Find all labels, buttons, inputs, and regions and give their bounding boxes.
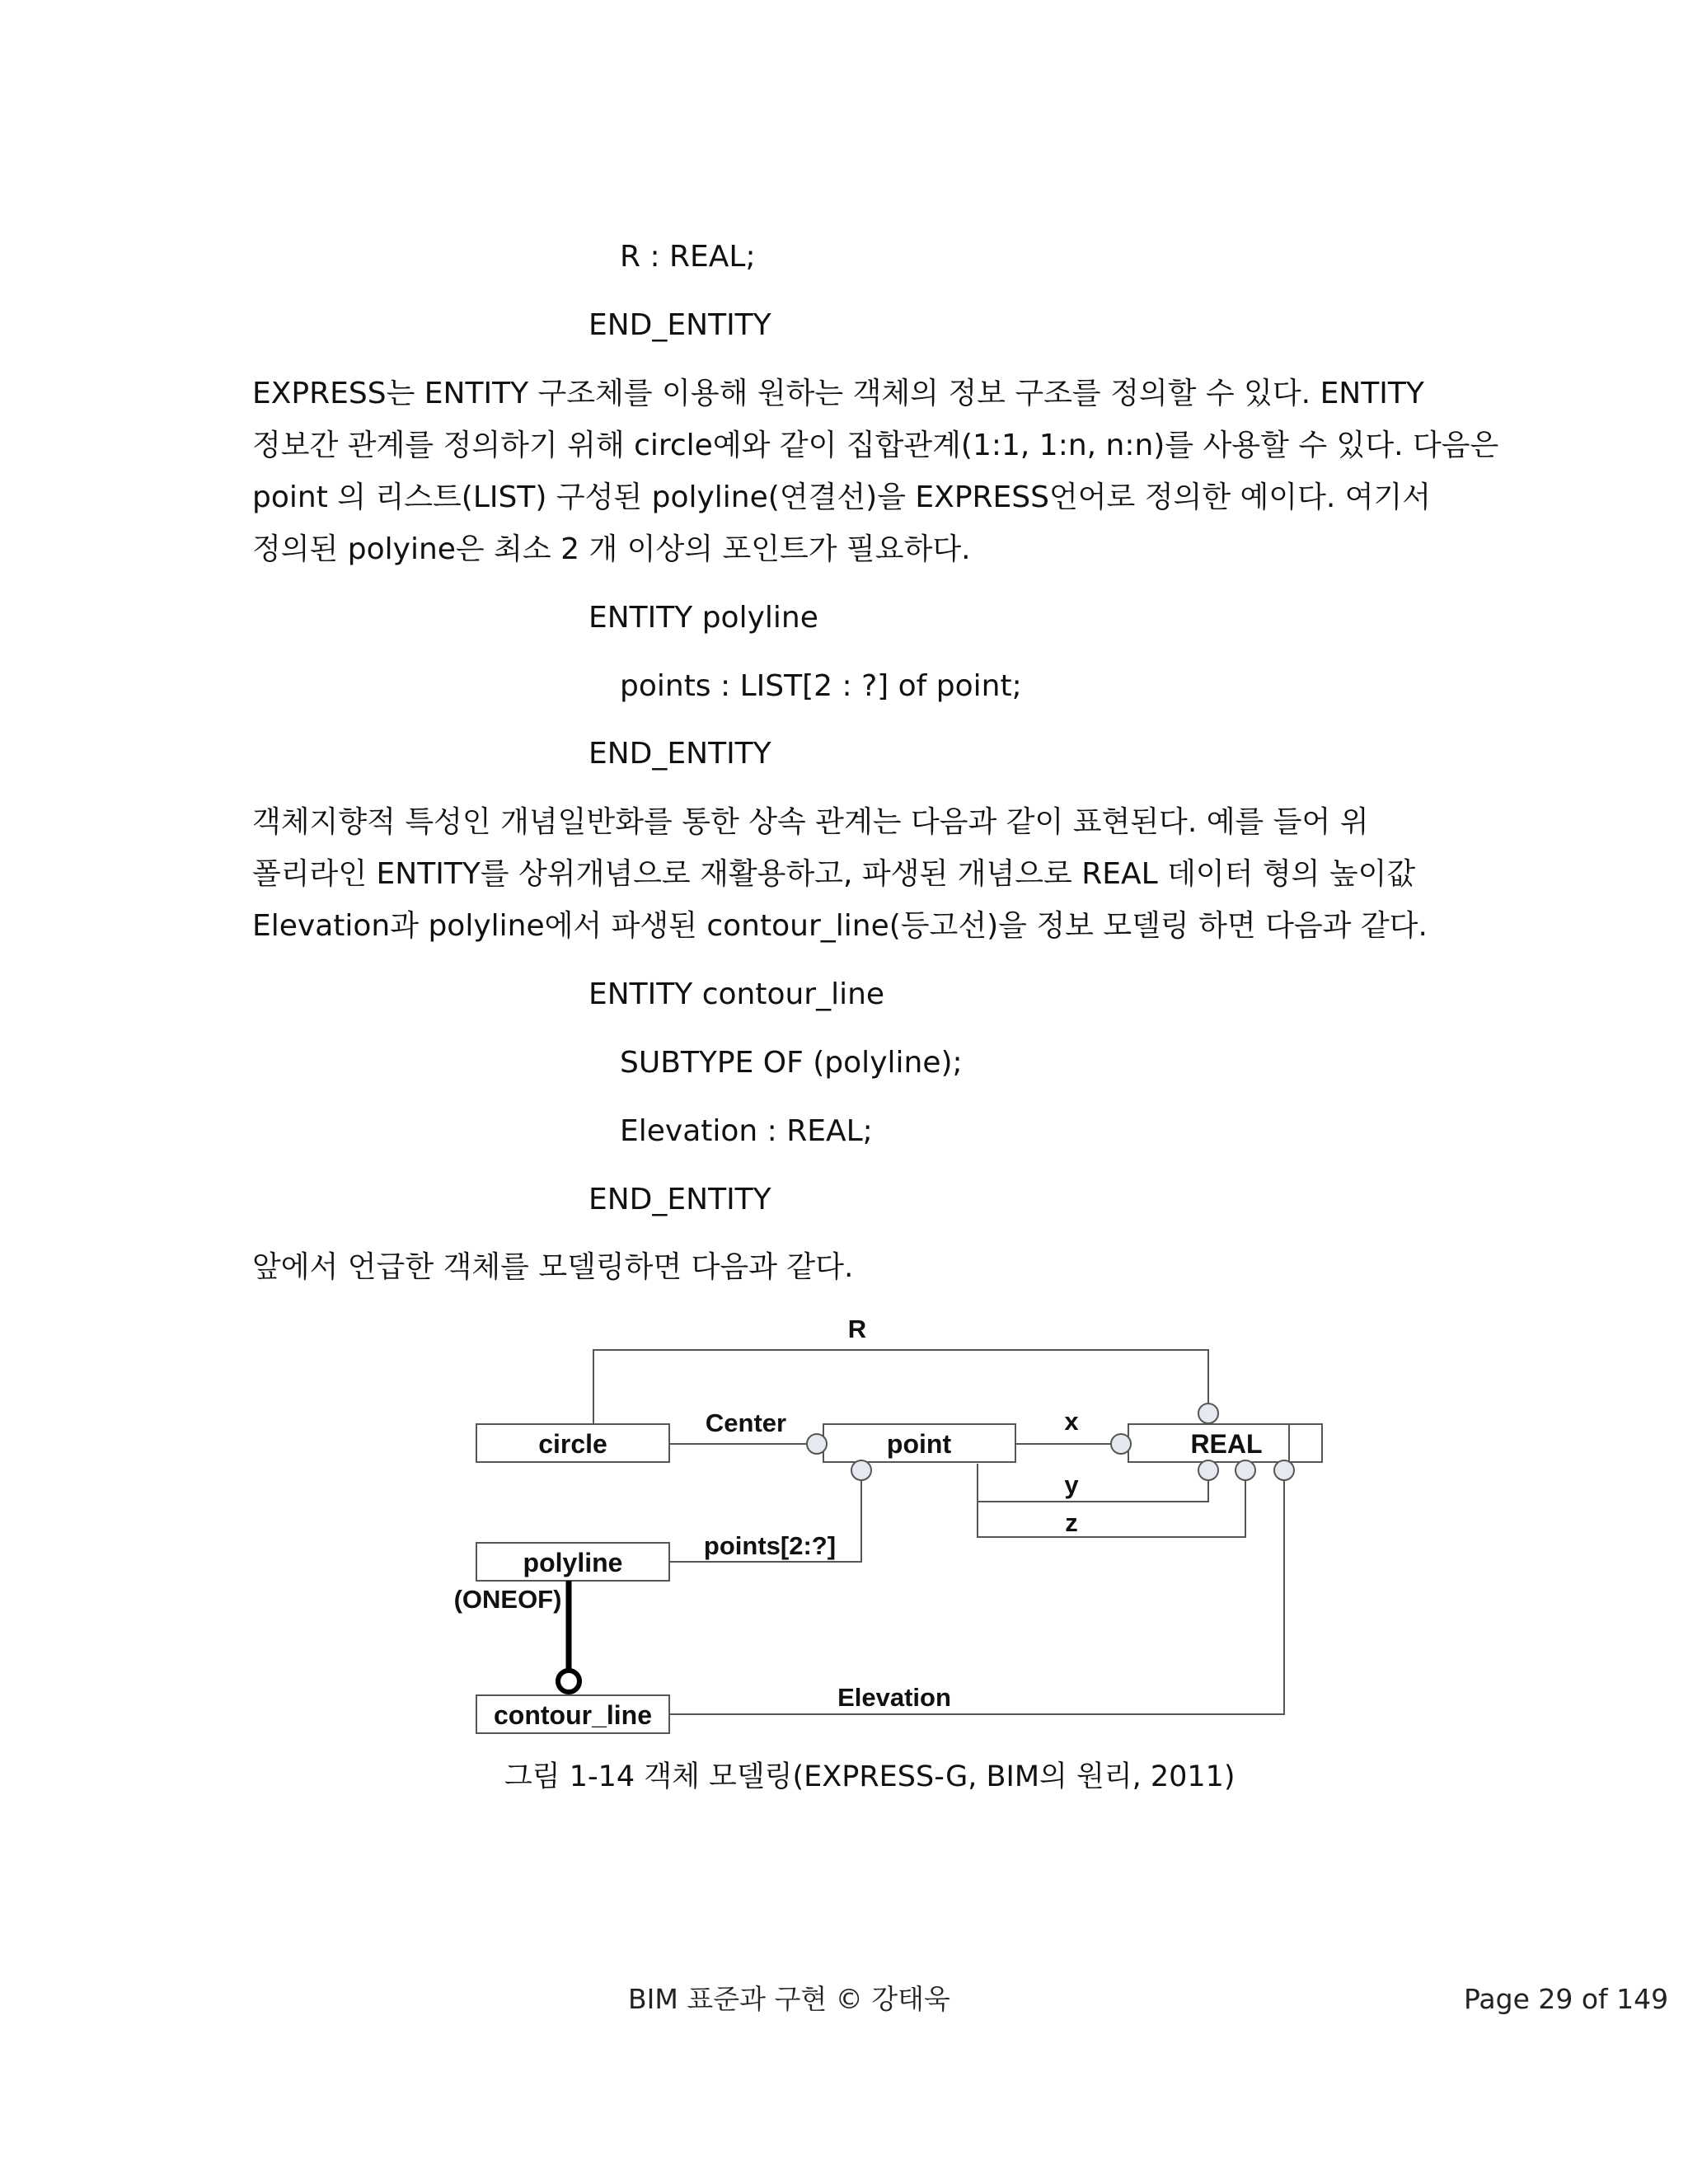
code-line: SUBTYPE OF (polyline); bbox=[620, 1046, 963, 1080]
paragraph-line: Elevation과 polyline에서 파생된 contour_line(등고선)을 정보 모델링 하면 다음과 같다. bbox=[252, 909, 1428, 943]
z-relation-label: z bbox=[1065, 1508, 1078, 1537]
x-relation-label: x bbox=[1064, 1407, 1079, 1436]
x-end-circle bbox=[1111, 1434, 1131, 1454]
contour-line-entity-label: contour_line bbox=[493, 1700, 653, 1730]
elevation-relation-label: Elevation bbox=[837, 1683, 951, 1712]
code-line: END_ENTITY bbox=[588, 308, 771, 342]
code-line: END_ENTITY bbox=[588, 737, 771, 771]
paragraph-line: 앞에서 언급한 객체를 모델링하면 다음과 같다. bbox=[252, 1250, 854, 1284]
footer-title: BIM 표준과 구현 © 강태욱 bbox=[628, 1983, 950, 2015]
z-end-circle bbox=[1236, 1460, 1255, 1480]
y-relation-line bbox=[978, 1464, 1208, 1502]
center-relation-label: Center bbox=[705, 1408, 787, 1437]
express-g-diagram bbox=[445, 1302, 1335, 1747]
paragraph-line: 정의된 polyine은 최소 2 개 이상의 포인트가 필요하다. bbox=[252, 532, 971, 566]
r-relation-label: R bbox=[847, 1315, 867, 1343]
point-entity-label: point bbox=[886, 1429, 952, 1459]
figure-caption: 그림 1-14 객체 모델링(EXPRESS-G, BIM의 원리, 2011) bbox=[504, 1760, 1236, 1793]
real-entity-label: REAL bbox=[1190, 1429, 1263, 1459]
paragraph-line: EXPRESS는 ENTITY 구조체를 이용해 원하는 객체의 정보 구조를 정의할 수 있다. ENTITY bbox=[252, 377, 1424, 410]
subtype-end-circle bbox=[558, 1671, 579, 1692]
r-end-circle bbox=[1198, 1404, 1218, 1423]
oneof-label: (ONEOF) bbox=[453, 1585, 562, 1614]
paragraph-line: 객체지향적 특성인 개념일반화를 통한 상속 관계는 다음과 같이 표현된다. 예를 들어 위 bbox=[252, 805, 1369, 839]
r-relation-line bbox=[593, 1350, 1208, 1424]
code-line: END_ENTITY bbox=[588, 1183, 771, 1216]
elevation-end-circle bbox=[1274, 1460, 1294, 1480]
code-line: Elevation : REAL; bbox=[620, 1114, 873, 1148]
y-relation-label: y bbox=[1064, 1470, 1079, 1499]
circle-entity-label: circle bbox=[538, 1429, 607, 1459]
center-end-circle bbox=[807, 1434, 827, 1454]
paragraph-line: 정보간 관계를 정의하기 위해 circle예와 같이 집합관계(1:1, 1:n, n:n)를 사용할 수 있다. 다음은 bbox=[252, 429, 1499, 462]
paragraph-line: 폴리라인 ENTITY를 상위개념으로 재활용하고, 파생된 개념으로 REAL 데이터 형의 높이값 bbox=[252, 857, 1416, 891]
z-relation-line bbox=[978, 1480, 1245, 1537]
page-number: Page 29 of 149 bbox=[1464, 1983, 1669, 2015]
points-relation-label: points[2:?] bbox=[703, 1531, 837, 1560]
diagram-svg bbox=[445, 1302, 1335, 1747]
y-end-circle bbox=[1198, 1460, 1218, 1480]
paragraph-line: point 의 리스트(LIST) 구성된 polyline(연결선)을 EXPRESS언어로 정의한 예이다. 여기서 bbox=[252, 480, 1432, 514]
code-line: points : LIST[2 : ?] of point; bbox=[620, 669, 1022, 703]
code-line: ENTITY polyline bbox=[588, 601, 818, 635]
polyline-entity-label: polyline bbox=[523, 1548, 623, 1577]
points-end-circle bbox=[851, 1460, 871, 1480]
code-line: R : REAL; bbox=[620, 240, 756, 274]
code-line: ENTITY contour_line bbox=[588, 977, 885, 1011]
